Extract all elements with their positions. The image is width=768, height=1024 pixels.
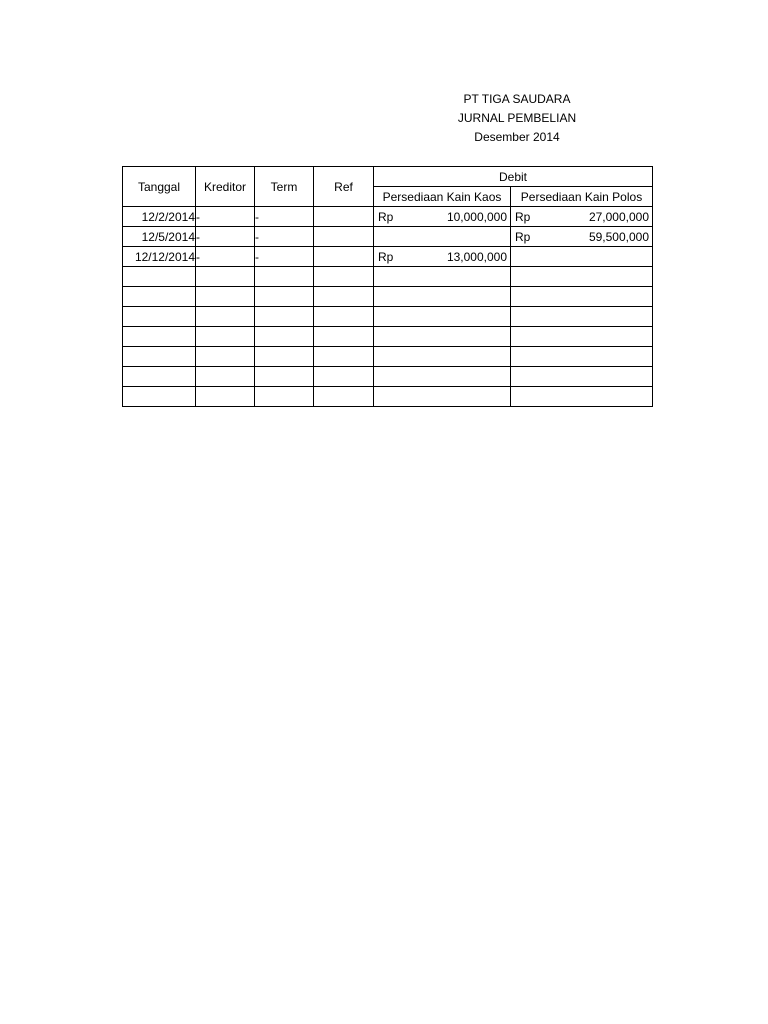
cell-kain-polos: [511, 227, 653, 247]
column-header-kreditor: Kreditor: [196, 167, 255, 207]
cell-tanggal: 12/5/2014: [123, 227, 196, 247]
table-row: [123, 247, 653, 267]
currency-label: Rp: [378, 209, 394, 224]
report-title: JURNAL PEMBELIAN: [457, 111, 577, 125]
column-header-debit: Debit: [374, 167, 653, 187]
cell-kain-kaos: [374, 207, 511, 227]
empty-table-row: [123, 387, 653, 407]
cell-kreditor: -: [196, 227, 255, 247]
empty-table-row: [123, 267, 653, 287]
amount-value: 13,000,000: [446, 249, 507, 264]
report-header: [410, 90, 624, 147]
currency-label: Rp: [378, 249, 394, 264]
table-row: [123, 207, 653, 227]
amount-value: 27,000,000: [588, 209, 649, 224]
cell-tanggal: 12/12/2014: [123, 247, 196, 267]
purchase-journal-table: [122, 166, 653, 407]
cell-ref: [314, 227, 374, 247]
cell-kain-kaos: [374, 247, 511, 267]
company-name: PT TIGA SAUDARA: [463, 92, 571, 106]
empty-table-row: [123, 327, 653, 347]
column-header-ref: Ref: [314, 167, 374, 207]
column-header-kain-polos: Persediaan Kain Polos: [511, 187, 653, 207]
cell-kain-polos: [511, 207, 653, 227]
cell-kain-polos: [511, 247, 653, 267]
empty-table-row: [123, 367, 653, 387]
amount-value: 10,000,000: [446, 209, 507, 224]
currency-label: Rp: [515, 209, 531, 224]
cell-ref: [314, 207, 374, 227]
cell-ref: [314, 247, 374, 267]
empty-table-row: [123, 307, 653, 327]
cell-tanggal: 12/2/2014: [123, 207, 196, 227]
cell-term: -: [255, 247, 314, 267]
currency-label: Rp: [515, 229, 531, 244]
amount-value: 59,500,000: [588, 229, 649, 244]
column-header-term: Term: [255, 167, 314, 207]
empty-table-row: [123, 287, 653, 307]
cell-kreditor: -: [196, 247, 255, 267]
column-header-kain-kaos: Persediaan Kain Kaos: [374, 187, 511, 207]
cell-term: -: [255, 227, 314, 247]
report-period: Desember 2014: [474, 130, 560, 144]
table-header-row: [123, 167, 653, 187]
table-row: [123, 227, 653, 247]
cell-kain-kaos: [374, 227, 511, 247]
cell-kreditor: -: [196, 207, 255, 227]
cell-term: -: [255, 207, 314, 227]
empty-table-row: [123, 347, 653, 367]
column-header-tanggal: Tanggal: [123, 167, 196, 207]
